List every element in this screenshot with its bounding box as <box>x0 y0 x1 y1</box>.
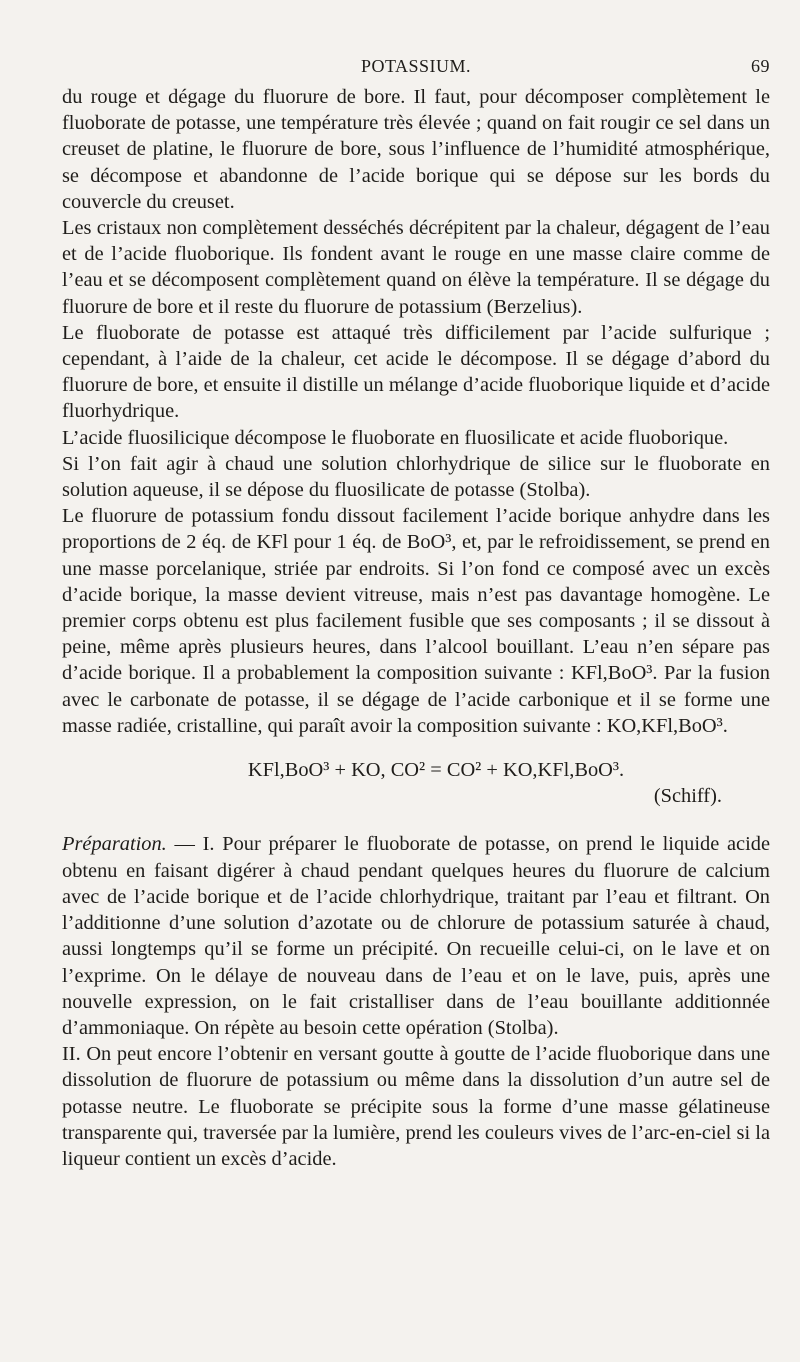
paragraph: II. On peut encore l’obtenir en versant goutte à goutte de l’acide fluoborique dans une dissolution de fluorure de potassium ou même dans la dissolution d’un autre sel de potasse neutre. Le fluoborate se précipite sous la forme d’une masse gélatineuse transparente qui, traversée par la lumière, prend les couleurs vives de l’arc-en-ciel si la liqueur contient un excès d’acide. <box>62 1043 770 1170</box>
paragraph: Les cristaux non complètement desséchés décrépitent par la chaleur, dégagent de l’eau et de l’acide fluoborique. Ils fondent avant le rouge en une masse claire comme de l’eau et se décomposent complètement quand on élève la température. Il se dégage du fluorure de bore et il reste du fluorure de potassium (Berzelius). <box>62 217 770 318</box>
equation-attribution: (Schiff). <box>653 785 722 808</box>
paragraph: L’acide fluosilicique décompose le fluoborate en fluosilicate et acide fluoborique. <box>62 426 729 449</box>
chemical-equation: KFl,BoO³ + KO, CO² = CO² + KO,KFl,BoO³. <box>247 759 625 782</box>
title-dash: — <box>166 833 203 856</box>
page-number: 69 <box>751 56 770 76</box>
running-title: POTASSIUM. <box>360 56 472 76</box>
paragraph <box>62 831 770 1041</box>
paragraph: Si l’on fait agir à chaud une solution chlorhydrique de silice sur le fluoborate en solution aqueuse, il se dépose du fluosilicate de potasse (Stolba). <box>62 452 770 502</box>
preparation-section <box>62 831 770 1172</box>
paragraph: du rouge et dégage du fluorure de bore. Il faut, pour décomposer complètement le fluoborate de potasse, une température très élevée ; quand on fait rougir ce sel dans un creuset de platine, le fluorure de bore, sous l’influence de l’humidité atmosphérique, se décompose et abandonne de l’acide borique qui se dépose sur les bords du couvercle du creuset. <box>62 86 770 213</box>
body-text <box>62 84 770 1172</box>
paragraph: Le fluoborate de potasse est attaqué très difficilement par l’acide sulfurique ; cependant, à l’aide de la chaleur, cet acide le décompose. Il se dégage d’abord du fluorure de bore, et ensuite il distille un mélange d’acide fluoborique liquide et d’acide fluorhydrique. <box>62 321 770 423</box>
preparation-method-1: I. Pour préparer le fluoborate de potasse, on prend le liquide acide obtenu en faisant digérer à chaud pendant quelques heures du fluorure de calcium avec de l’acide borique et de l’acide chlorhydrique, traitant par l’eau et filtrant. On l’additionne d’une solution d’azotate ou de chlorure de potassium saturée à chaud, aussi longtemps qu’il se forme un précipité. On recueille celui-ci, on le lave et on l’exprime. On le délaye de nouveau dans de l’eau et on le lave, puis, après une nouvelle expression, on le fait cristalliser dans de l’eau bouillante additionnée d’ammoniaque. On répète au besoin cette opération (Stolba). <box>62 833 770 1039</box>
running-head <box>62 56 770 80</box>
section-title: Préparation. <box>62 833 167 856</box>
paragraph: Le fluorure de potassium fondu dissout facilement l’acide borique anhydre dans les proportions de 2 éq. de KFl pour 1 éq. de BoO³, et, par le refroidissement, se prend en une masse porcelanique, striée par endroits. Si l’on fond ce composé avec un excès d’acide borique, la masse devient vitreuse, mais n’est pas davantage homogène. Le premier corps obtenu est plus facilement fusible que ses composants ; il se dissout à peine, même après plusieurs heures, dans l’alcool bouillant. L’eau n’en sépare pas d’acide borique. Il a probablement la composition suivante : KFl,BoO³. Par la fusion avec le carbonate de potasse, il se dégage de l’acide carbonique et il se forme une masse radiée, cristalline, qui paraît avoir la composition suivante : KO,KFl,BoO³. <box>62 505 770 737</box>
